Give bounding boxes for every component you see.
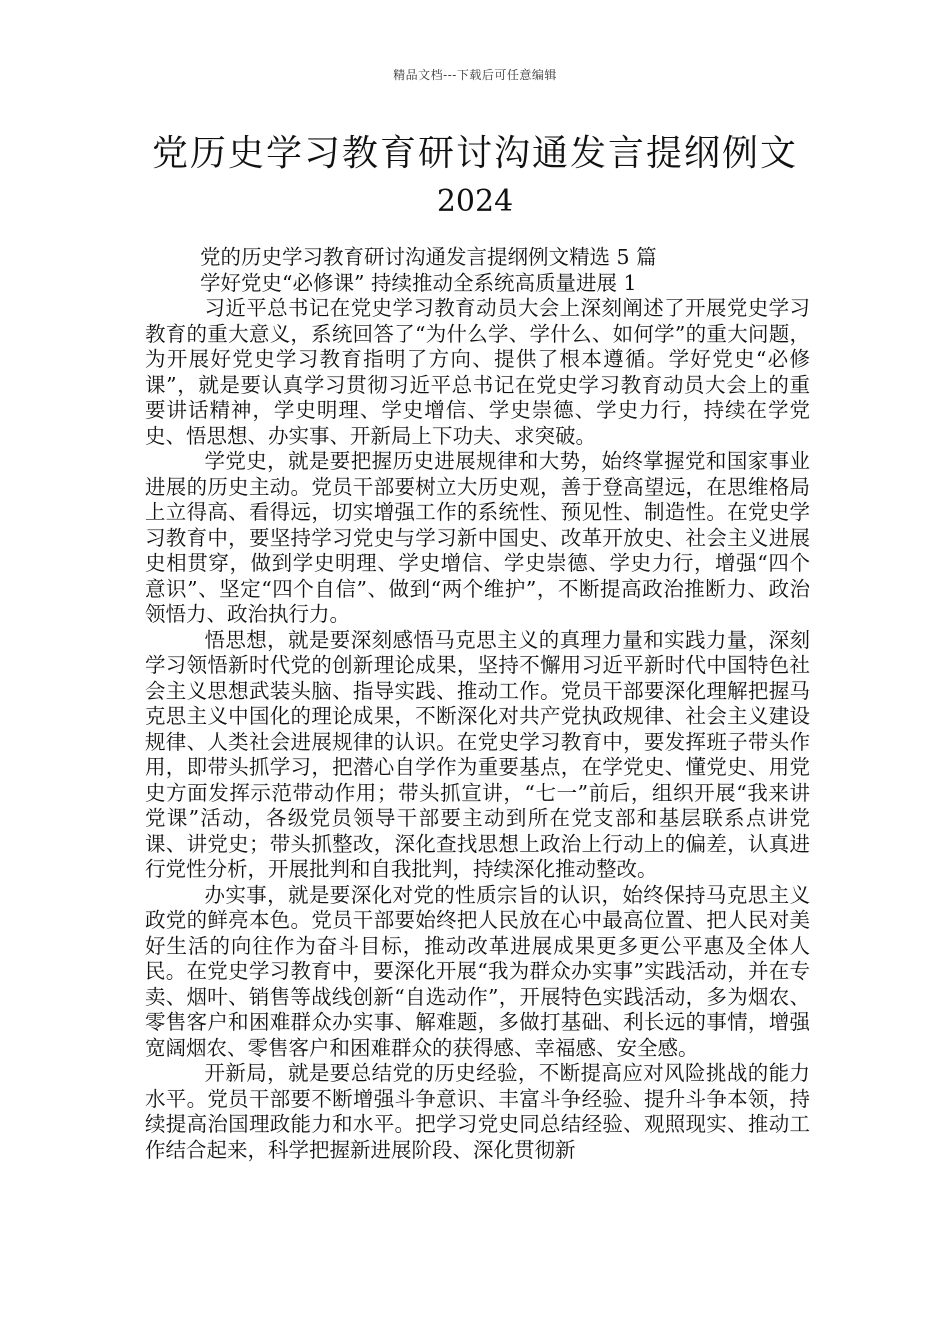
paragraph: 学党史，就是要把握历史进展规律和大势，始终掌握党和国家事业进展的历史主动。党员干部要树立大历史观，善于登高望远，在思维格局上立得高、看得远，切实增强工作的系统性、预见性、制造性。在党史学习教育中，要坚持学习党史与学习新中国史、改革开放史、社会主义进展史相贯穿，做到学史明理、学史增信、学史崇德、学史力行，增强“四个意识”、坚定“四个自信”、做到“两个维护”，不断提高政治推断力、政治领悟力、政治执行力。 bbox=[145, 449, 810, 626]
document-title-year: 2024 bbox=[436, 184, 514, 219]
paragraph: 开新局，就是要总结党的历史经验，不断提高应对风险挑战的能力水平。党员干部要不断增强斗争意识、丰富斗争经验、提升斗争本领，持续提高治国理政能力和水平。把学习党史同总结经验、观照现实、推动工作结合起来，科学把握新进展阶段、深化贯彻新 bbox=[145, 1061, 810, 1162]
header-note: 精品文档---下载后可任意编辑 bbox=[393, 68, 557, 82]
document-title: 党历史学习教育研讨沟通发言提纲例文 bbox=[151, 133, 798, 174]
paragraph: 习近平总书记在党史学习教育动员大会上深刻阐述了开展党史学习教育的重大意义，系统回答了“为什么学、学什么、如何学”的重大问题，为开展好党史学习教育指明了方向、提供了根本遵循。学好党史“必修课”，就是要认真学习贯彻习近平总书记在党史学习教育动员大会上的重要讲话精神，学史明理、学史增信、学史崇德、学史力行，持续在学党史、悟思想、办实事、开新局上下功夫、求突破。 bbox=[145, 296, 810, 448]
paragraph: 悟思想，就是要深刻感悟马克思主义的真理力量和实践力量，深刻学习领悟新时代党的创新理论成果，坚持不懈用习近平新时代中国特色社会主义思想武装头脑、指导实践、推动工作。党员干部要深化理解把握马克思主义中国化的理论成果，不断深化对共产党执政规律、社会主义建设规律、人类社会进展规律的认识。在党史学习教育中，要发挥班子带头作用，即带头抓学习，把潜心自学作为重要基点，在学党史、懂党史、用党史方面发挥示范带动作用；带头抓宣讲，“七一”前后，组织开展“我来讲党课”活动，各级党员领导干部要主动到所在党支部和基层联系点讲党课、讲党史；带头抓整改，深化查找思想上政治上行动上的偏差，认真进行党性分析，开展批判和自我批判，持续深化推动整改。 bbox=[145, 627, 810, 881]
paragraph: 办实事，就是要深化对党的性质宗旨的认识，始终保持马克思主义政党的鲜亮本色。党员干部要始终把人民放在心中最高位置、把人民对美好生活的向往作为奋斗目标，推动改革进展成果更多更公平惠及全体人民。在党史学习教育中，要深化开展“我为群众办实事”实践活动，并在专卖、烟叶、销售等战线创新“自选动作”，开展特色实践活动，多为烟农、零售客户和困难群众办实事、解难题，多做打基础、利长远的事情，增强宽阔烟农、零售客户和困难群众的获得感、幸福感、安全感。 bbox=[145, 882, 810, 1060]
document-body bbox=[145, 245, 810, 1163]
subtitle: 党的历史学习教育研讨沟通发言提纲例文精选 5 篇 bbox=[200, 245, 657, 269]
section-heading: 学好党史“必修课” 持续推动全系统高质量进展 1 bbox=[200, 270, 637, 295]
